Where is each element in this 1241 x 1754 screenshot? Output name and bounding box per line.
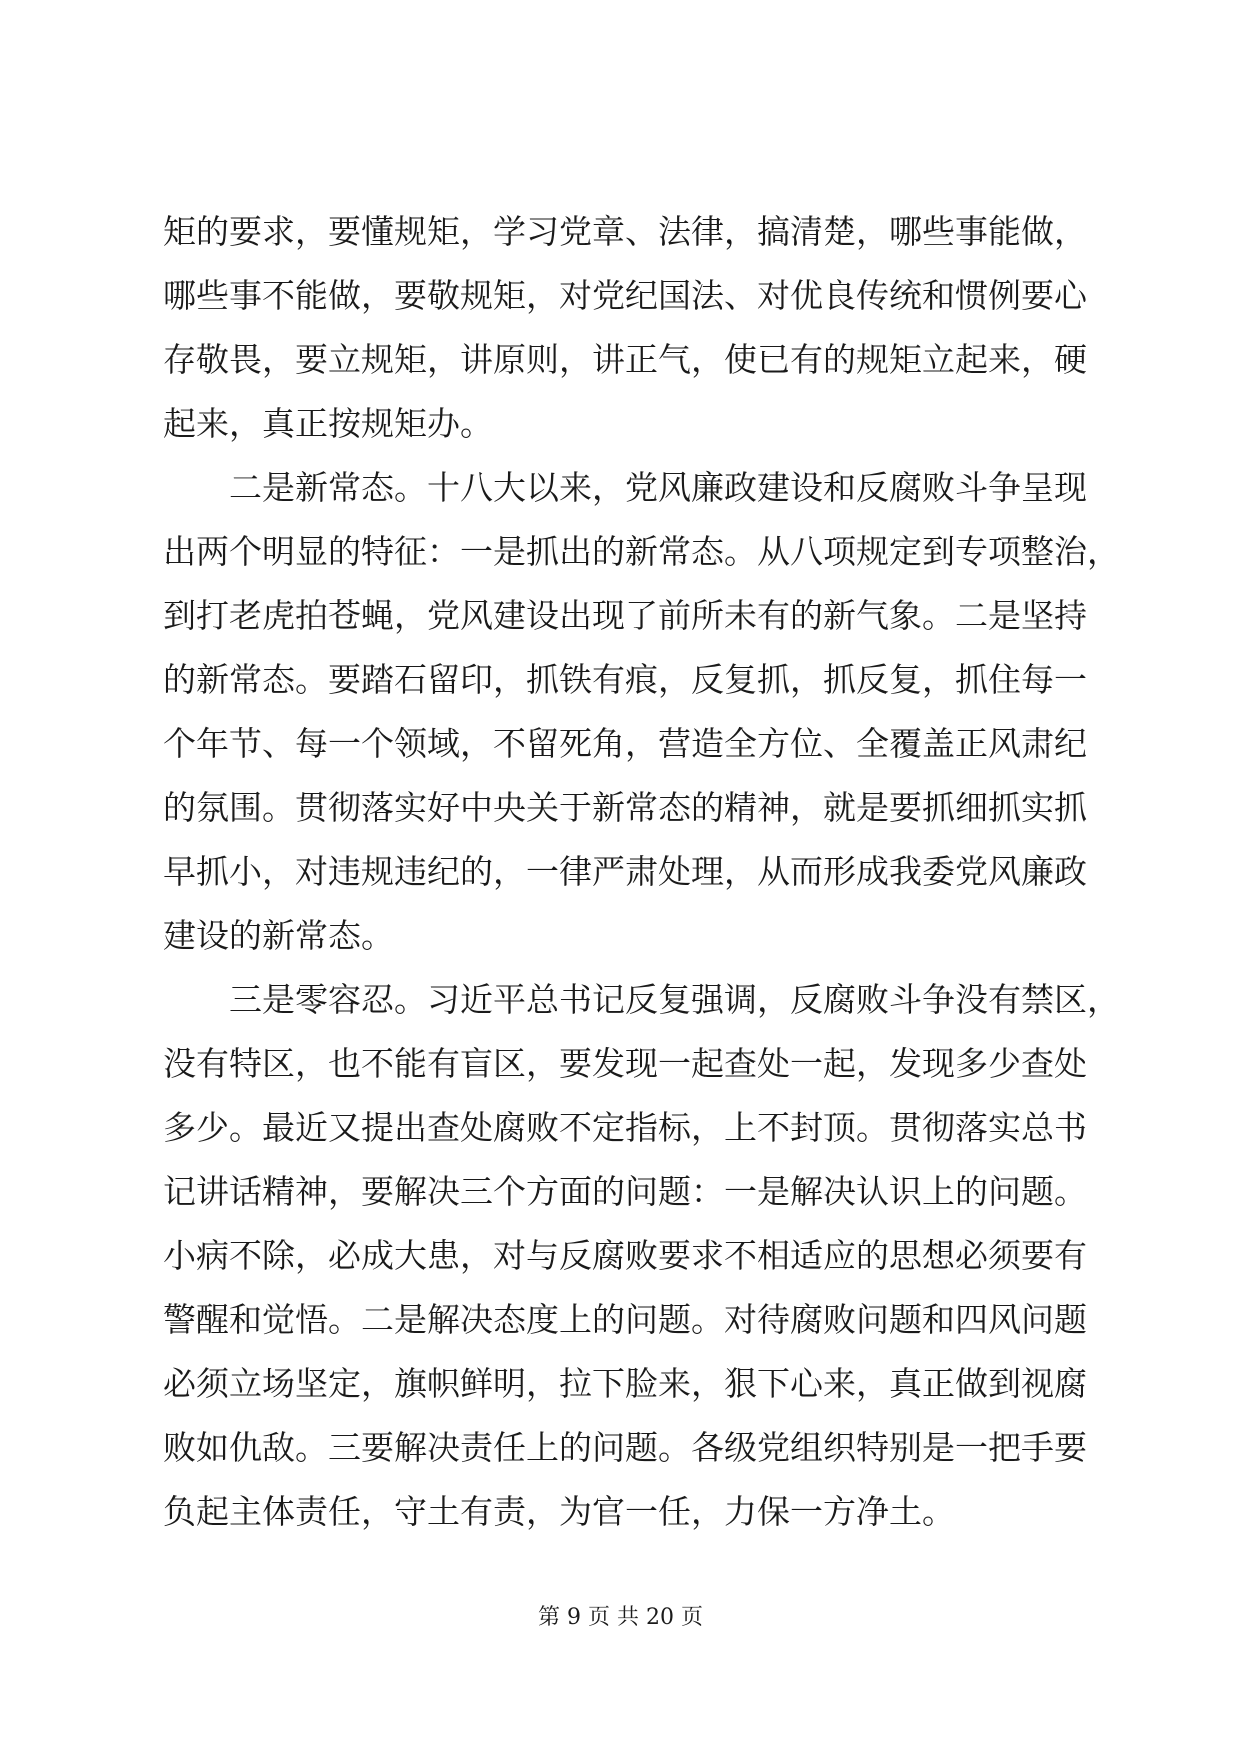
text-line: 矩的要求，要懂规矩，学习党章、法律，搞清楚，哪些事能做，: [163, 212, 1087, 251]
document-body: [163, 200, 1120, 1544]
text-line: 起来，真正按规矩办。: [163, 404, 493, 443]
text-line: 建设的新常态。: [163, 916, 394, 955]
text-line: 存敬畏，要立规矩，讲原则，讲正气，使已有的规矩立起来，硬: [163, 340, 1087, 379]
text-line: 个年节、每一个领域，不留死角，营造全方位、全覆盖正风肃纪: [163, 724, 1087, 763]
text-line: 的氛围。贯彻落实好中央关于新常态的精神，就是要抓细抓实抓: [163, 788, 1087, 827]
text-line: 记讲话精神，要解决三个方面的问题：一是解决认识上的问题。: [163, 1172, 1087, 1211]
text-line: 哪些事不能做，要敬规矩，对党纪国法、对优良传统和惯例要心: [163, 276, 1087, 315]
text-line: 没有特区，也不能有盲区，要发现一起查处一起，发现多少查处: [163, 1044, 1087, 1083]
text-line: 三是零容忍。习近平总书记反复强调，反腐败斗争没有禁区，: [229, 980, 1120, 1019]
text-line: 警醒和觉悟。二是解决态度上的问题。对待腐败问题和四风问题: [163, 1300, 1087, 1339]
text-line: 的新常态。要踏石留印，抓铁有痕，反复抓，抓反复，抓住每一: [163, 660, 1087, 699]
text-line: 败如仇敌。三要解决责任上的问题。各级党组织特别是一把手要: [163, 1428, 1087, 1467]
page-number-footer: 第 9 页 共 20 页: [538, 1605, 703, 1630]
text-line: 负起主体责任，守土有责，为官一任，力保一方净土。: [163, 1492, 955, 1531]
text-line: 出两个明显的特征：一是抓出的新常态。从八项规定到专项整治，: [163, 532, 1120, 571]
text-line: 到打老虎拍苍蝇，党风建设出现了前所未有的新气象。二是坚持: [163, 596, 1087, 635]
text-line: 必须立场坚定，旗帜鲜明，拉下脸来，狠下心来，真正做到视腐: [163, 1364, 1087, 1403]
text-line: 二是新常态。十八大以来，党风廉政建设和反腐败斗争呈现: [229, 468, 1087, 507]
text-line: 小病不除，必成大患，对与反腐败要求不相适应的思想必须要有: [163, 1236, 1087, 1275]
text-line: 早抓小，对违规违纪的，一律严肃处理，从而形成我委党风廉政: [163, 852, 1087, 891]
text-line: 多少。最近又提出查处腐败不定指标，上不封顶。贯彻落实总书: [163, 1108, 1087, 1147]
